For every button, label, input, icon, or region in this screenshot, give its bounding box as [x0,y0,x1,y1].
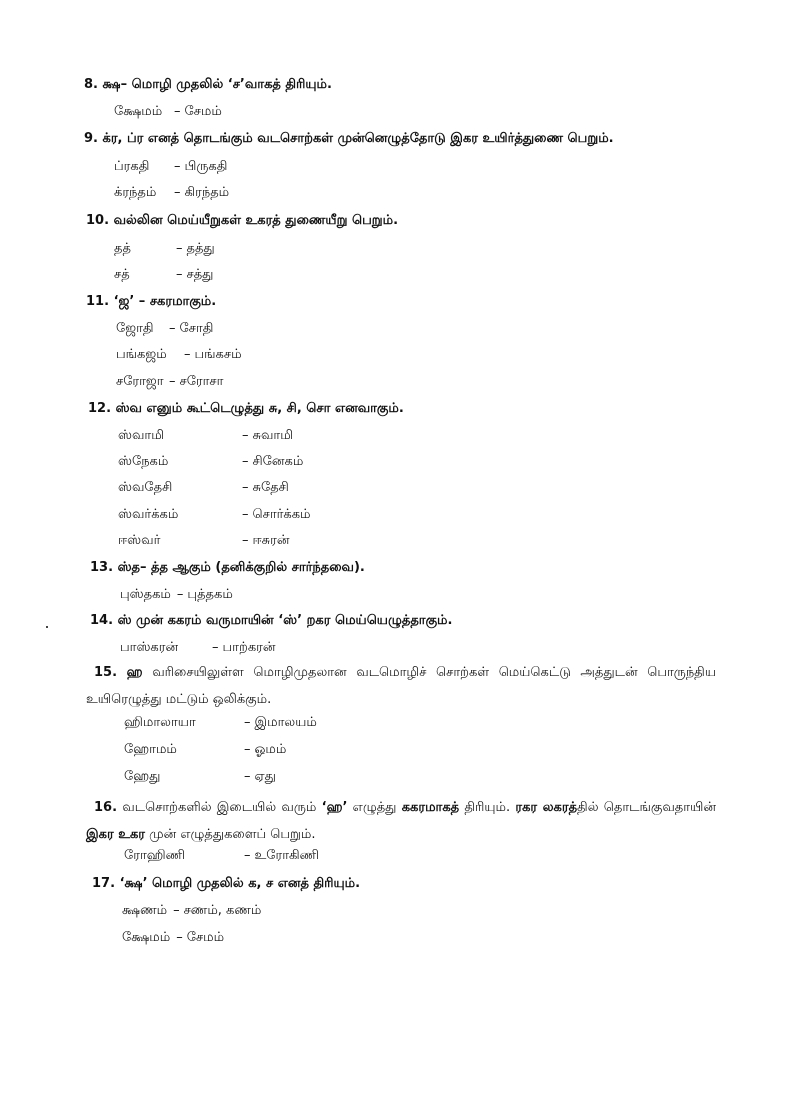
example-row [124,769,276,785]
tamil-derivative: தத்து [186,241,215,256]
rule-text-part: க, ச [248,876,274,891]
sanskrit-word: ஜோதி [116,321,154,336]
sanskrit-word: தத் [114,241,131,256]
tamil-derivative: புத்தகம் [187,587,233,602]
dash-separator: – [184,347,191,362]
rule-13 [90,560,365,576]
example-row [114,185,229,201]
sanskrit-word: புஸ்தகம் [120,587,171,602]
tamil-derivative: பிருகதி [184,159,228,174]
tamil-derivative: பங்கசம் [194,347,242,362]
rule-text-part: வாகத் திரியும். [244,77,332,92]
example-row [116,321,213,337]
rule-9 [84,131,614,147]
example-row [120,640,275,656]
rule-15 [86,659,716,713]
example-row [118,507,311,523]
rule-text-part: சு, சி, சொ [268,401,331,416]
rule-text-part: ரகர லகரத் [515,800,578,815]
tamil-derivative: சேமம் [186,930,225,945]
dash-separator: – [244,715,251,730]
dash-separator: – [242,428,249,443]
dash-separator: – [244,769,251,784]
tamil-derivative: கிரந்தம் [184,185,230,200]
rule-8 [84,77,332,93]
scan-speck [46,626,48,628]
tamil-derivative: ஏது [254,769,276,784]
sanskrit-word: ஸ்வர்க்கம் [118,507,179,522]
sanskrit-word: க்ஷணம் [122,903,168,918]
sanskrit-word: ஹோமம் [124,742,177,757]
rule-text-part: வல்லின மெய்யீறுகள் [113,213,246,228]
rule-text-part: ஸ்த– த்த [117,560,168,575]
rule-10 [86,213,398,229]
rule-text-part: ‘க்ஷ’ [119,876,148,891]
rule-12 [88,401,404,417]
rule-number: 14. [90,613,114,628]
rule-11 [86,294,216,310]
example-row [122,930,224,946]
dash-separator: – [242,454,249,469]
dash-separator: – [173,903,180,918]
sanskrit-word: க்ரந்தம் [114,185,157,200]
sanskrit-word: சரோஜா [116,374,164,389]
rule-text-part: திரியும். [459,800,516,815]
rule-text-part: ககரமாகத் [401,800,460,815]
tamil-derivative: இமாலயம் [254,715,317,730]
dash-separator: – [174,159,181,174]
dash-separator: – [244,848,251,863]
dash-separator: – [169,321,176,336]
tamil-derivative: சரோசா [179,374,224,389]
dash-separator: – [176,930,183,945]
rule-number: 8. [84,77,98,92]
rule-number: 12. [88,401,112,416]
example-row [114,104,222,120]
example-row [114,267,213,283]
rule-text-part: க்ர, ப்ர [102,131,144,146]
sanskrit-word: ஈஸ்வர் [118,533,161,548]
tamil-derivative: சுதேசி [252,480,289,495]
dash-separator: – [244,742,251,757]
rule-text-part: எனத் தொடங்கும் வடசொற்கள் முன்னெழுத்தோடு இகர உயிர்த்துணை பெறும். [143,131,614,146]
example-row [118,454,303,470]
rule-text-part: வடசொற்களில் இடையில் வரும் [122,800,322,815]
rule-14 [90,613,452,629]
dash-separator: – [169,374,176,389]
dash-separator: – [176,267,183,282]
sanskrit-word: ஹேது [124,769,161,784]
rule-text-part: யீறு பெறும். [325,213,399,228]
rule-text-part: மொழி முதலில் [131,77,228,92]
rule-text-part: எழுத்து [347,800,402,815]
example-row [114,241,215,257]
rule-text-part: மொழி முதலில் [147,876,249,891]
sanskrit-word: ரோஹிணி [124,848,185,863]
dash-separator: – [242,533,249,548]
rule-number: 15. [94,665,118,680]
example-row [118,428,293,444]
example-row [114,159,227,175]
rule-text-part: றகர மெய்யெழுத்தாகும். [306,613,453,628]
rule-number: 13. [90,560,114,575]
rule-text-part: தில் தொடங்குவதாயின் [577,800,716,815]
tamil-derivative: பாற்கரன் [222,640,276,655]
rule-number: 9. [84,131,98,146]
sanskrit-word: பங்கஜம் [116,347,167,362]
tamil-derivative: ஈசுரன் [252,533,290,548]
tamil-derivative: சணம், கணம் [183,903,262,918]
sanskrit-word: க்ஷேமம் [114,104,163,119]
rule-text-part: ஸ்வ [115,401,142,416]
rule-number: 11. [86,294,110,309]
rule-text-part: ‘ஜ’ – சகரமாகும். [113,294,217,309]
rule-text-part: எனத் திரியும். [273,876,361,891]
dash-separator: – [176,587,184,602]
rule-text-part: ‘ஸ்’ [278,613,307,628]
dash-separator: – [242,480,249,495]
rule-text-part: ‘ஹ’ [321,800,348,815]
example-row [120,587,233,603]
rule-number: 16. [94,800,118,815]
sanskrit-word: பாஸ்கரன் [120,640,179,655]
rule-text-part: எனும் கூட்டெழுத்து [141,401,269,416]
rule-text-part: ஹ [126,665,143,680]
rule-text-part: முன் எழுத்துகளைப் பெறும். [145,827,316,842]
sanskrit-word: சத் [114,267,130,282]
rule-text-part: க்ஷ– [102,77,132,92]
example-row [116,347,242,363]
rule-text-part: ‘ச’ [227,77,245,92]
rule-text-part: இகர உகர [86,827,146,842]
tamil-derivative: சோதி [179,321,214,336]
example-row [118,533,289,549]
example-row [124,715,317,731]
rule-number: 17. [92,876,116,891]
tamil-derivative: உரோகிணி [254,848,320,863]
sanskrit-word: ஸ்வதேசி [118,480,173,495]
rule-text-part: ஸ் [117,613,132,628]
tamil-derivative: சொர்க்கம் [252,507,311,522]
sanskrit-word: ஹிமாலாயா [124,715,196,730]
tamil-derivative: சுவாமி [252,428,294,443]
rule-text-part: வரிசையிலுள்ள மொழிமுதலான வடமொழிச் சொற்கள் மெய்கெட்டு அத்துடன் பொருந்திய உயிரெழுத்து மட்டும் ஒலிக்கும். [86,665,716,707]
example-row [116,374,223,390]
sanskrit-word: க்ஷேமம் [122,930,171,945]
rule-number: 10. [86,213,110,228]
example-row [124,848,319,864]
example-row [118,480,289,496]
tamil-derivative: ஓமம் [254,742,287,757]
sanskrit-word: ஸ்நேகம் [118,454,169,469]
dash-separator: – [174,185,181,200]
dash-separator: – [174,104,181,119]
rule-16 [86,794,716,848]
rule-text-part: எனவாகும். [330,401,404,416]
rule-text-part: உகரத் துணை [245,213,326,228]
rule-text-part: ஆகும் (தனிக்குறில் சார்ந்தவை). [167,560,365,575]
tamil-derivative: சினேகம் [252,454,304,469]
sanskrit-word: ஸ்வாமி [118,428,164,443]
rule-17 [92,876,360,892]
dash-separator: – [212,640,219,655]
example-row [124,742,286,758]
example-row [122,903,261,919]
tamil-derivative: சேமம் [184,104,222,119]
dash-separator: – [242,507,249,522]
tamil-derivative: சத்து [186,267,214,282]
rule-text-part: முன் ககரம் வருமாயின் [131,613,279,628]
sanskrit-word: ப்ரகதி [114,159,150,174]
dash-separator: – [176,241,183,256]
